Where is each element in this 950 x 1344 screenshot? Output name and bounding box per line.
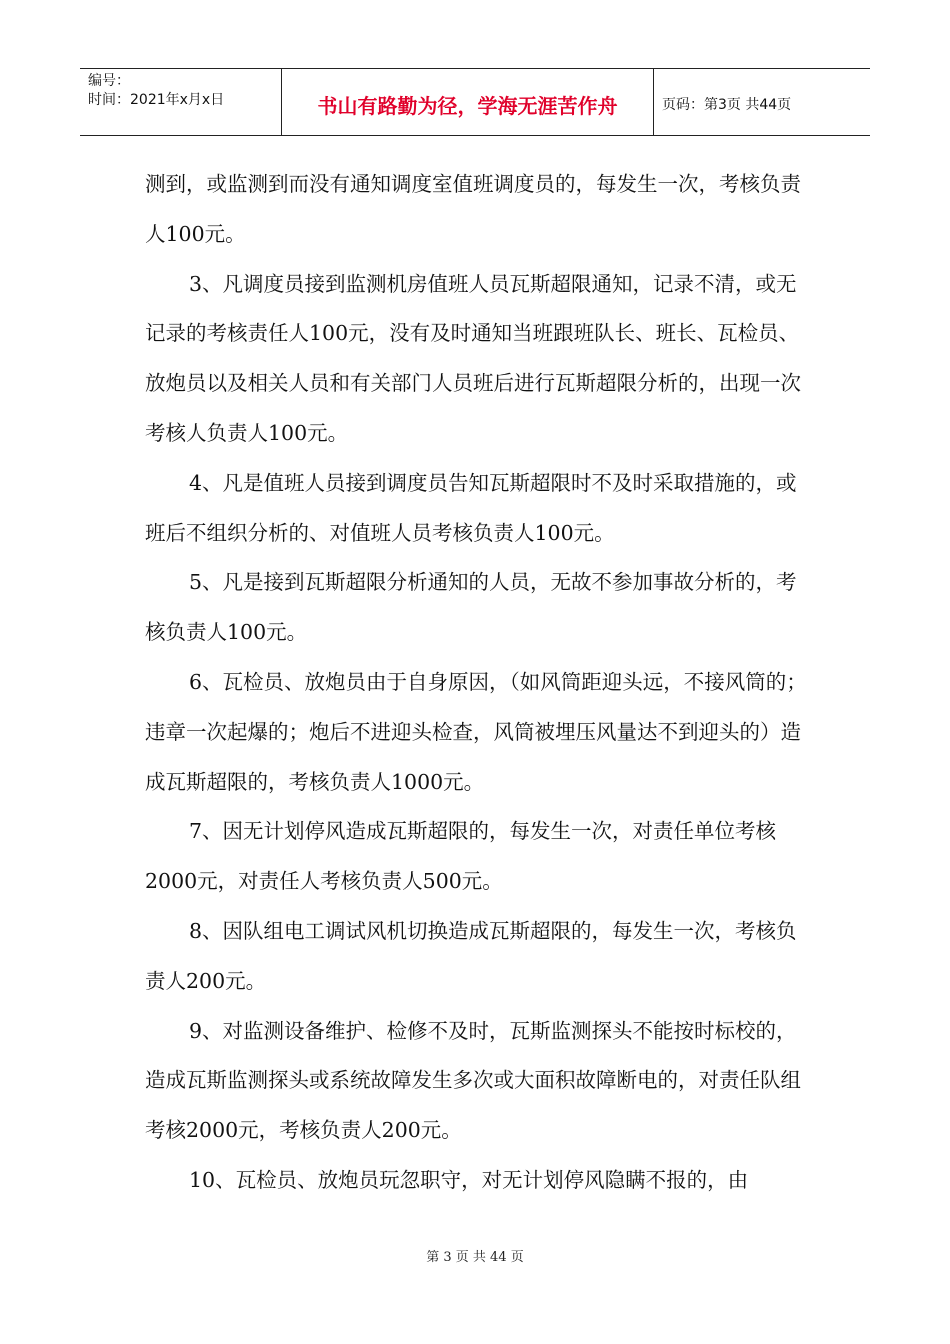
paragraph: 5、凡是接到瓦斯超限分析通知的人员，无故不参加事故分析的，考核负责人100元。: [145, 570, 797, 645]
paragraph: 测到，或监测到而没有通知调度室值班调度员的，每发生一次，考核负责人100元。: [145, 172, 801, 246]
paragraph: 8、因队组电工调试风机切换造成瓦斯超限的，每发生一次，考核负责人200元。: [145, 918, 797, 993]
header-motto: 书山有路勤为径，学海无涯苦作舟: [282, 69, 654, 135]
paragraph: 10、瓦检员、放炮员玩忽职守，对无计划停风隐瞒不报的，由: [189, 1167, 749, 1192]
page-footer: 第 3 页 共 44 页: [426, 1250, 524, 1265]
paragraph: 6、瓦检员、放炮员由于自身原因，（如风筒距迎头远，不接风筒的；违章一次起爆的；炮后不进迎头检查，风筒被埋压风量达不到迎头的）造成瓦斯超限的，考核负责人1000元。: [145, 669, 807, 794]
paragraph: 4、凡是值班人员接到调度员告知瓦斯超限时不及时采取措施的，或班后不组织分析的、对值班人员考核负责人100元。: [145, 470, 797, 545]
time-label: 时间：2021年x月x日: [88, 92, 225, 108]
paragraph: 3、凡调度员接到监测机房值班人员瓦斯超限通知，记录不清，或无记录的考核责任人100元，没有及时通知当班跟班队长、班长、瓦检员、放炮员以及相关人员和有关部门人员班后进行瓦斯超限分析的，出现一次考核人负责人100元。: [145, 271, 801, 445]
header-meta: [80, 69, 282, 135]
header-page-info: 页码：第3页 共44页: [662, 97, 792, 113]
page-header: [80, 68, 870, 136]
paragraph: 7、因无计划停风造成瓦斯超限的，每发生一次，对责任单位考核2000元，对责任人考核负责人500元。: [145, 819, 777, 894]
number-label: 编号：: [88, 73, 130, 89]
document-body: [145, 160, 810, 1206]
paragraph: 9、对监测设备维护、检修不及时，瓦斯监测探头不能按时标校的，造成瓦斯监测探头或系统故障发生多次或大面积故障断电的，对责任队组考核2000元，考核负责人200元。: [145, 1018, 801, 1143]
